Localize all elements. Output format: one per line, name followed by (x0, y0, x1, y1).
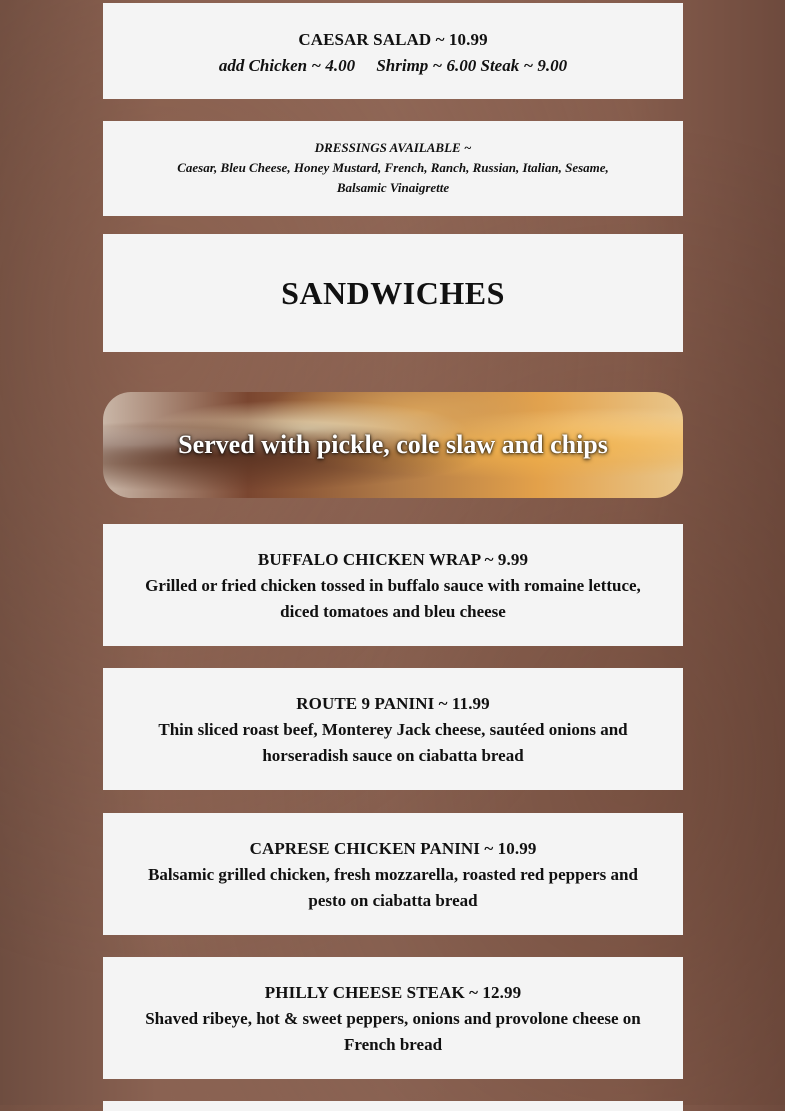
banner-text: Served with pickle, cole slaw and chips (178, 430, 608, 459)
caesar-salad-card (103, 3, 683, 99)
menu-item-title: PHILLY CHEESE STEAK ~ 12.99 (264, 983, 522, 1002)
caesar-salad-title: CAESAR SALAD ~ 10.99 (298, 30, 488, 49)
menu-item-title: BUFFALO CHICKEN WRAP ~ 9.99 (257, 550, 529, 569)
menu-item-description: Balsamic grilled chicken, fresh mozzarella, roasted red peppers and pesto on ciabatta bread (148, 865, 638, 910)
menu-item-description: Thin sliced roast beef, Monterey Jack cheese, sautéed onions and horseradish sauce on ciabatta bread (158, 720, 628, 765)
sandwich-banner-image (103, 392, 683, 498)
section-title: SANDWICHES (281, 275, 505, 311)
menu-item-description: Grilled or fried chicken tossed in buffalo sauce with romaine lettuce, diced tomatoes and bleu cheese (145, 576, 641, 621)
dressings-heading: DRESSINGS AVAILABLE ~ (314, 140, 472, 155)
caesar-salad-addons: add Chicken ~ 4.00 Shrimp ~ 6.00 Steak ~ 9.00 (218, 56, 568, 75)
menu-item-card (103, 524, 683, 646)
menu-item-description: Shaved ribeye, hot & sweet peppers, onions and provolone cheese on French bread (145, 1009, 641, 1054)
dressings-list: Caesar, Bleu Cheese, Honey Mustard, French, Ranch, Russian, Italian, Sesame, Balsamic Vinaigrette (177, 160, 609, 195)
menu-item-card-partial (103, 1101, 683, 1111)
sandwiches-section-card (103, 234, 683, 352)
menu-item-card (103, 668, 683, 790)
dressings-card (103, 121, 683, 216)
menu-item-title: CAPRESE CHICKEN PANINI ~ 10.99 (249, 839, 537, 858)
menu-item-card (103, 957, 683, 1079)
menu-item-card (103, 813, 683, 935)
menu-item-title: ROUTE 9 PANINI ~ 11.99 (296, 694, 490, 713)
